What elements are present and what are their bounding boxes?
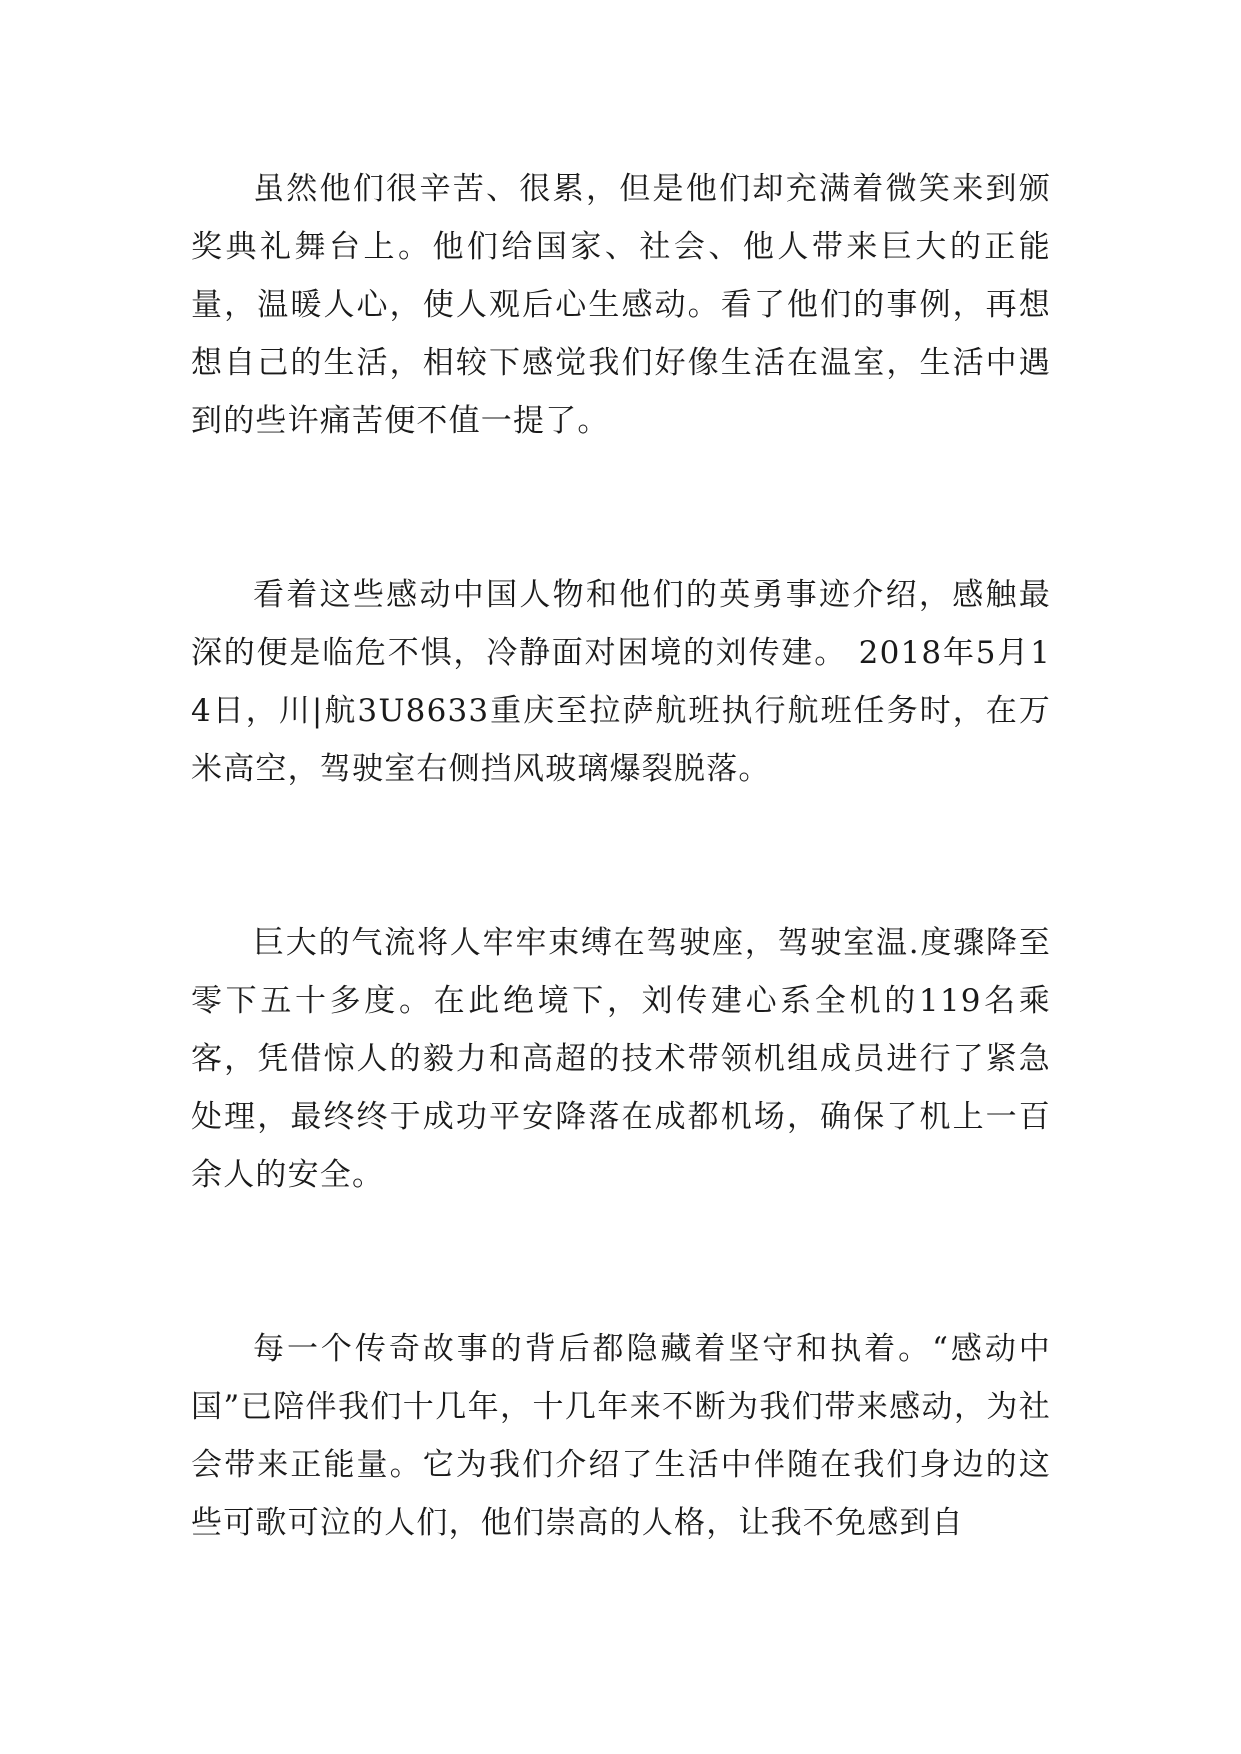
paragraph-2: 看着这些感动中国人物和他们的英勇事迹介绍，感触最深的便是临危不惧，冷静面对困境的刘传建。 2018年5月14日，川|航3U8633重庆至拉萨航班执行航班任务时，在万米高空，驾驶室右侧挡风玻璃爆裂脱落。 — [191, 577, 1051, 787]
paragraph-1: 虽然他们很辛苦、很累，但是他们却充满着微笑来到颁奖典礼舞台上。他们给国家、社会、他人带来巨大的正能量，温暖人心，使人观后心生感动。看了他们的事例，再想想自己的生活，相较下感觉我们好像生活在温室，生活中遇到的些许痛苦便不值一提了。 — [191, 171, 1051, 439]
document-body — [191, 160, 1051, 1552]
paragraph-4: 每一个传奇故事的背后都隐藏着坚守和执着。“感动中国”已陪伴我们十几年，十几年来不断为我们带来感动，为社会带来正能量。它为我们介绍了生活中伴随在我们身边的这些可歌可泣的人们，他们崇高的人格，让我不免感到自 — [191, 1331, 1051, 1541]
paragraph-3: 巨大的气流将人牢牢束缚在驾驶座，驾驶室温.度骤降至零下五十多度。在此绝境下，刘传建心系全机的119名乘客，凭借惊人的毅力和高超的技术带领机组成员进行了紧急处理，最终终于成功平安降落在成都机场，确保了机上一百余人的安全。 — [191, 925, 1051, 1193]
